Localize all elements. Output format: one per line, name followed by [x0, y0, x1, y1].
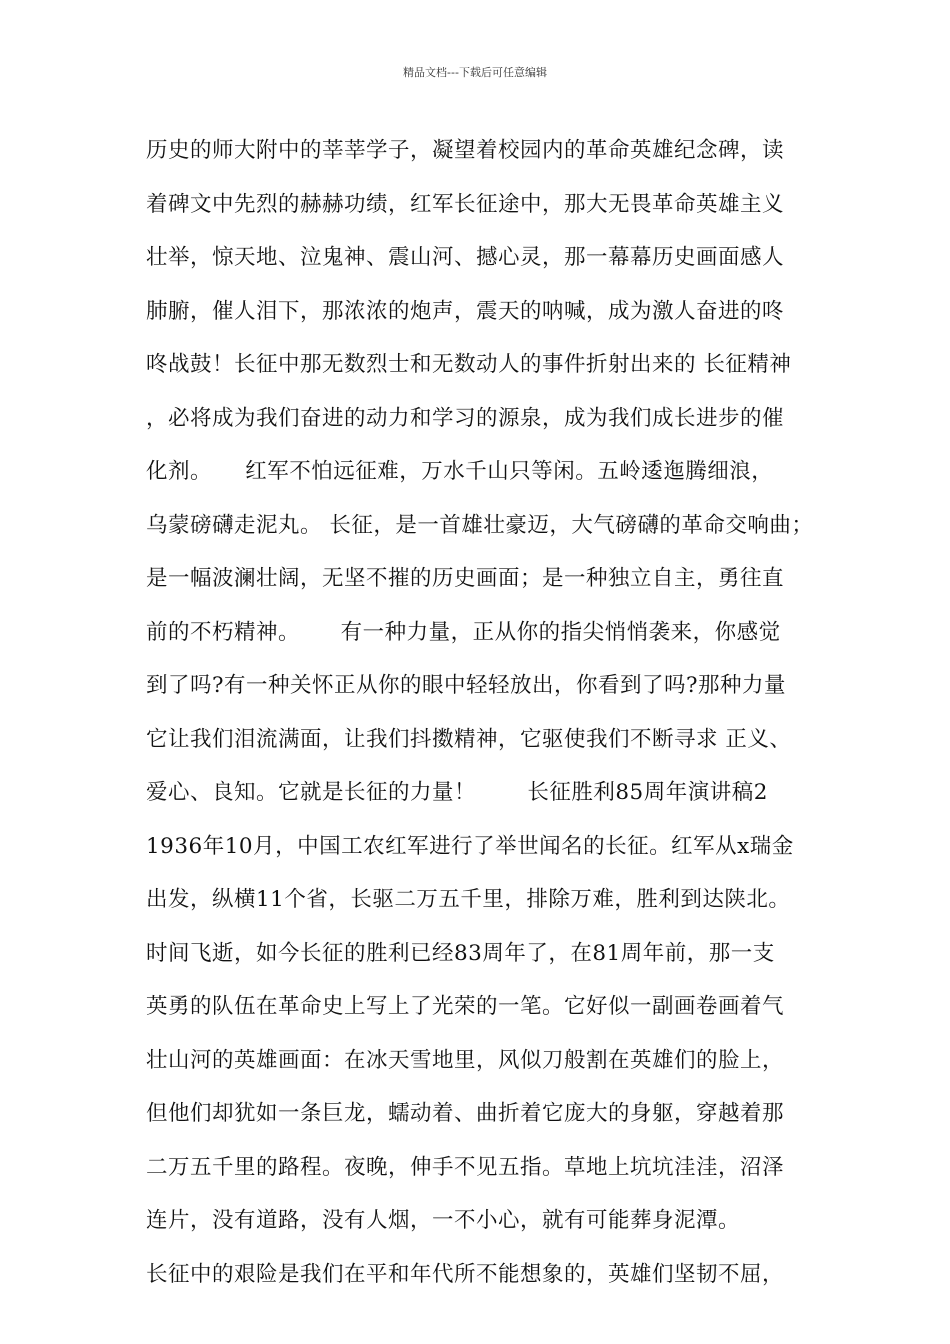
- text-line: 乌蒙磅礴走泥丸。 长征，是一首雄壮豪迈，大气磅礴的革命交响曲；: [146, 512, 814, 538]
- text-line: 历史的师大附中的莘莘学子，凝望着校园内的革命英雄纪念碑，读: [146, 138, 785, 163]
- text-line: 但他们却犹如一条巨龙，蠕动着、曲折着它庞大的身躯，穿越着那: [146, 1101, 785, 1126]
- text-line: 前的不朽精神。 有一种力量，正从你的指尖悄悄袭来，你感觉: [146, 619, 781, 645]
- text-line: 长征中的艰险是我们在平和年代所不能想象的，英雄们坚韧不屈，: [146, 1261, 785, 1287]
- text-line: 壮山河的英雄画面：在冰天雪地里，风似刀般割在英雄们的脸上，: [146, 1047, 785, 1073]
- text-line: 着碑文中先烈的赫赫功绩，红军长征途中，那大无畏革命英雄主义: [146, 191, 785, 217]
- body-text: [146, 124, 826, 1301]
- text-line: 是一幅波澜壮阔，无坚不摧的历史画面；是一种独立自主，勇往直: [146, 566, 785, 591]
- text-line: 连片，没有道路，没有人烟，一不小心，就有可能葬身泥潭。: [146, 1208, 741, 1233]
- text-line: 1936年10月，中国工农红军进行了举世闻名的长征。红军从x瑞金: [146, 833, 794, 859]
- text-line: 二万五千里的路程。夜晚，伸手不见五指。草地上坑坑洼洼，沼泽: [146, 1154, 785, 1180]
- text-line: 出发，纵横11个省，长驱二万五千里，排除万难，胜利到达陕北。: [146, 887, 791, 912]
- text-line: 它让我们泪流满面，让我们抖擞精神，它驱使我们不断寻求 正义、: [146, 726, 792, 752]
- text-line: 到了吗?有一种关怀正从你的眼中轻轻放出，你看到了吗?那种力量: [146, 673, 787, 698]
- text-line: 爱心、良知。它就是长征的力量！ 长征胜利85周年演讲稿2: [146, 780, 768, 805]
- text-line: 英勇的队伍在革命史上写上了光荣的一笔。它好似一副画卷画着气: [146, 994, 785, 1019]
- text-line: ，必将成为我们奋进的动力和学习的源泉，成为我们成长进步的催: [146, 405, 785, 431]
- text-line: 咚战鼓！长征中那无数烈士和无数动人的事件折射出来的 长征精神: [146, 352, 792, 377]
- text-line: 壮举，惊天地、泣鬼神、震山河、撼心灵，那一幕幕历史画面感人: [146, 245, 785, 270]
- text-line: 化剂。 红军不怕远征难，万水千山只等闲。五岭逶迤腾细浪，: [146, 459, 774, 484]
- page-header: 精品文档---下载后可任意编辑: [403, 66, 547, 79]
- text-line: 时间飞逝，如今长征的胜利已经83周年了，在81周年前，那一支: [146, 940, 775, 966]
- text-line: 肺腑，催人泪下，那浓浓的炮声，震天的呐喊，成为激人奋进的咚: [146, 298, 785, 324]
